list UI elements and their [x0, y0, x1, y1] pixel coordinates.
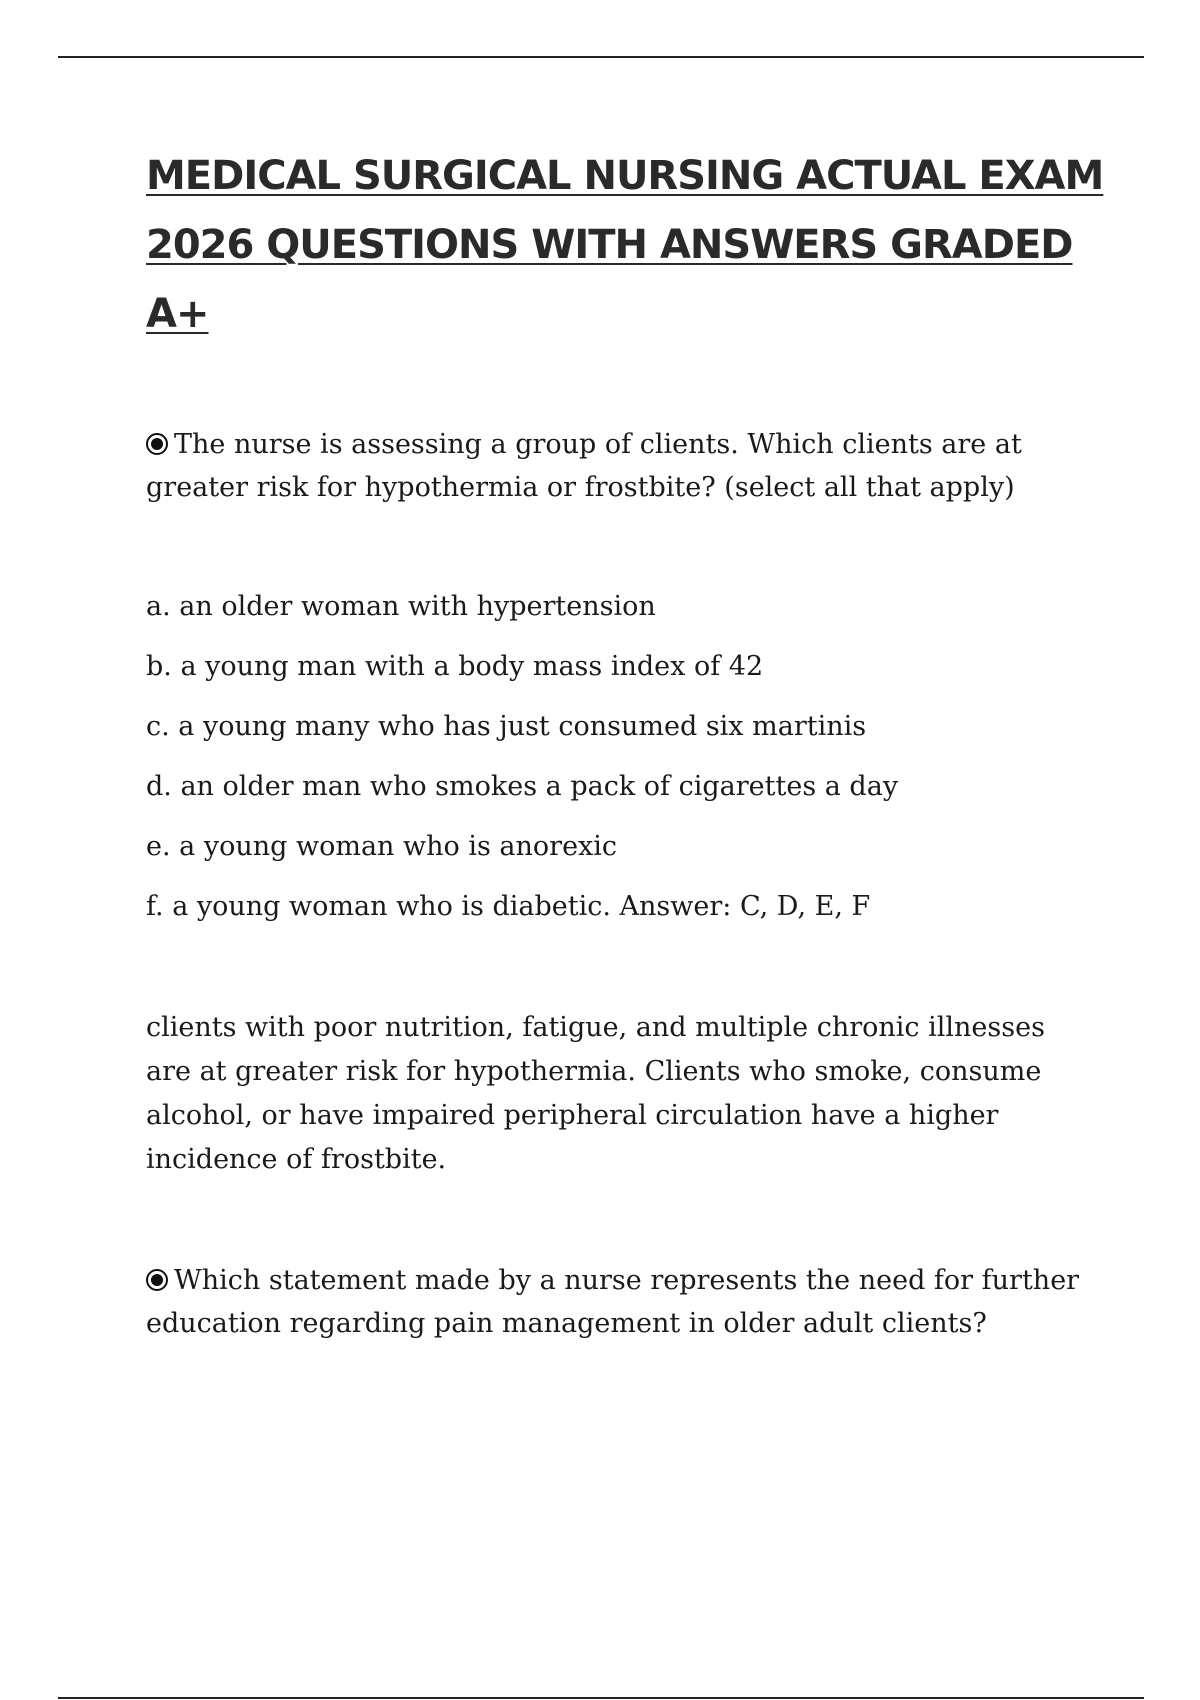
bottom-divider [58, 1697, 1144, 1699]
radio-bullet-icon [146, 433, 168, 455]
radio-bullet-icon [146, 1269, 168, 1291]
page-title: MEDICAL SURGICAL NURSING ACTUAL EXAM 2026 QUESTIONS WITH ANSWERS GRADED A+ [146, 153, 1104, 337]
question-1-options [146, 589, 1086, 949]
question-2-prompt: Which statement made by a nurse represents the need for further education regarding pain management in older adult clients? [146, 1265, 1080, 1339]
option-c: c. a young many who has just consumed six martinis [146, 711, 867, 742]
option-f-with-answer: f. a young woman who is diabetic. Answer: C, D, E, F [146, 891, 871, 922]
top-divider [58, 56, 1144, 58]
option-b: b. a young man with a body mass index of 42 [146, 651, 764, 682]
question-1-prompt: The nurse is assessing a group of clients. Which clients are at greater risk for hypothermia or frostbite? (select all that apply) [146, 429, 1022, 503]
question-2 [146, 1259, 1086, 1345]
question-1-text [146, 423, 1086, 509]
question-1-explanation [146, 1006, 1086, 1182]
explanation-text: clients with poor nutrition, fatigue, and multiple chronic illnesses are at greater risk for hypothermia. Clients who smoke, consume alcohol, or have impaired peripheral circulation have a higher incidence of frostbite. [146, 1012, 1045, 1175]
option-d: d. an older man who smokes a pack of cigarettes a day [146, 771, 899, 802]
question-1 [146, 423, 1086, 509]
option-a: a. an older woman with hypertension [146, 591, 656, 622]
option-e: e. a young woman who is anorexic [146, 831, 618, 862]
question-2-text [146, 1259, 1086, 1345]
